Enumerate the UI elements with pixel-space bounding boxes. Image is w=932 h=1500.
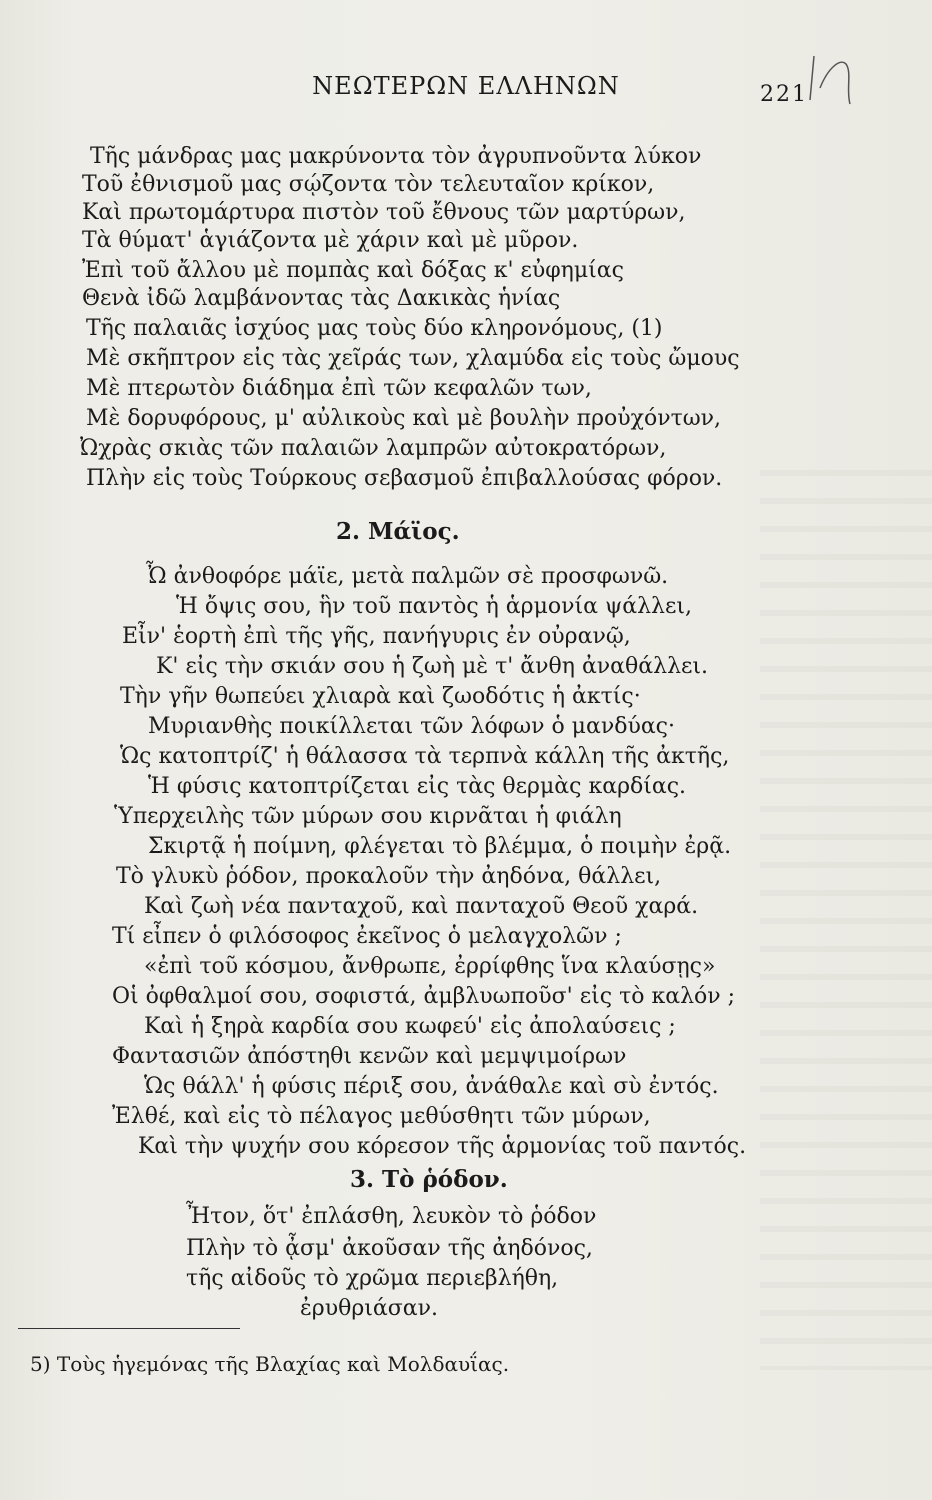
verse-line: «ἐπὶ τοῦ κόσμου, ἄνθρωπε, ἐρρίφθης ἵνα κλαύσῃς» [144,954,716,979]
verse-line: Ἐπὶ τοῦ ἄλλου μὲ πομπὰς καὶ δόξας κ' εὐφημίας [82,258,624,283]
bleed-through-shadow [760,470,932,1370]
verse-line: Ὠχρὰς σκιὰς τῶν παλαιῶν λαμπρῶν αὐτοκρατόρων, [80,436,667,461]
verse-line: Μὲ πτερωτὸν διάδημα ἐπὶ τῶν κεφαλῶν των, [86,376,592,401]
verse-line: Πλὴν τὸ ᾆσμ' ἀκοῦσαν τῆς ἀηδόνος, [186,1236,593,1261]
verse-line: Οἱ ὀφθαλμοί σου, σοφιστά, ἀμβλυωποῦσ' εἰς τὸ καλόν ; [112,984,736,1009]
verse-line: Τῆς παλαιᾶς ἰσχύος μας τοὺς δύο κληρονόμους, (1) [86,316,663,341]
verse-line: Τὰ θύματ' ἁγιάζοντα μὲ χάριν καὶ μὲ μῦρον. [82,228,579,253]
verse-line: Μυριανθὴς ποικίλλεται τῶν λόφων ὁ μανδύας· [148,714,676,739]
verse-line: Ἡ φύσις κατοπτρίζεται εἰς τὰς θερμὰς καρδίας. [148,774,687,799]
verse-line: Μὲ σκῆπτρον εἰς τὰς χεῖράς των, χλαμύδα εἰς τοὺς ὤμους [86,346,740,371]
verse-line: Τί εἶπεν ὁ φιλόσοφος ἐκεῖνος ὁ μελαγχολῶν ; [112,924,622,949]
page-number: 221 [760,82,808,107]
verse-line: Ἦτον, ὅτ' ἐπλάσθη, λευκὸν τὸ ῥόδον [186,1204,597,1229]
verse-line: Ἐλθέ, καὶ εἰς τὸ πέλαγος μεθύσθητι τῶν μύρων, [112,1104,651,1129]
footnote: 5) Τοὺς ἡγεμόνας τῆς Βλαχίας καὶ Μολδαυΐας. [30,1352,510,1376]
verse-line: Κ' εἰς τὴν σκιάν σου ἡ ζωὴ μὲ τ' ἄνθη ἀναθάλλει. [156,654,709,679]
running-header: ΝΕΩΤΕΡΩΝ ΕΛΛΗΝΩΝ [312,72,620,100]
verse-line: Τὸ γλυκὺ ῥόδον, προκαλοῦν τὴν ἀηδόνα, θάλλει, [116,864,662,889]
verse-line: Ἡ ὄψις σου, ἣν τοῦ παντὸς ἡ ἁρμονία ψάλλει, [176,594,693,619]
section-heading: 3. Τὸ ῥόδον. [350,1166,508,1193]
verse-line: Τοῦ ἐθνισμοῦ μας σῴζοντα τὸν τελευταῖον κρίκον, [82,172,655,197]
verse-line: Καὶ ἡ ξηρὰ καρδία σου κωφεύ' εἰς ἀπολαύσεις ; [144,1014,676,1039]
verse-line: Μὲ δορυφόρους, μ' αὐλικοὺς καὶ μὲ βουλὴν προὐχόντων, [86,406,722,431]
verse-line: Φαντασιῶν ἀπόστηθι κενῶν καὶ μεμψιμοίρων [112,1044,627,1069]
verse-line: Καὶ πρωτομάρτυρα πιστὸν τοῦ ἔθνους τῶν μαρτύρων, [82,200,686,225]
verse-line: τῆς αἰδοῦς τὸ χρῶμα περιεβλήθη, [186,1266,559,1291]
verse-line: Ὦ ἀνθοφόρε μάϊε, μετὰ παλμῶν σὲ προσφωνῶ. [146,564,669,589]
verse-line: Σκιρτᾷ ἡ ποίμνη, φλέγεται τὸ βλέμμα, ὁ ποιμὴν ἐρᾷ. [148,834,732,859]
verse-line: Τὴν γῆν θωπεύει χλιαρὰ καὶ ζωοδότις ἡ ἀκτίς· [120,684,641,709]
section-heading: 2. Μάϊος. [336,518,460,545]
footnote-rule [18,1328,240,1329]
verse-line: Εἶν' ἑορτὴ ἐπὶ τῆς γῆς, πανήγυρις ἐν οὐρανῷ, [122,624,631,649]
verse-line: Ὑπερχειλὴς τῶν μύρων σου κιρνᾶται ἡ φιάλη [114,804,622,829]
verse-line: Ὡς κατοπτρίζ' ἡ θάλασσα τὰ τερπνὰ κάλλη τῆς ἀκτῆς, [120,744,730,769]
verse-line: Καὶ ζωὴ νέα πανταχοῦ, καὶ πανταχοῦ Θεοῦ χαρά. [144,894,699,919]
verse-line: Πλὴν εἰς τοὺς Τούρκους σεβασμοῦ ἐπιβαλλούσας φόρον. [86,466,723,491]
verse-line: Τῆς μάνδρας μας μακρύνοντα τὸν ἀγρυπνοῦντα λύκον [90,144,702,169]
verse-line: Καὶ τὴν ψυχήν σου κόρεσον τῆς ἁρμονίας τοῦ παντός. [138,1134,747,1159]
handwritten-margin-mark [806,48,866,118]
verse-line: ἐρυθριάσαν. [300,1296,439,1321]
verse-line: Ὡς θάλλ' ἡ φύσις πέριξ σου, ἀνάθαλε καὶ σὺ ἐντός. [144,1074,719,1099]
verse-line: Θενὰ ἰδῶ λαμβάνοντας τὰς Δακικὰς ἡνίας [82,286,561,311]
